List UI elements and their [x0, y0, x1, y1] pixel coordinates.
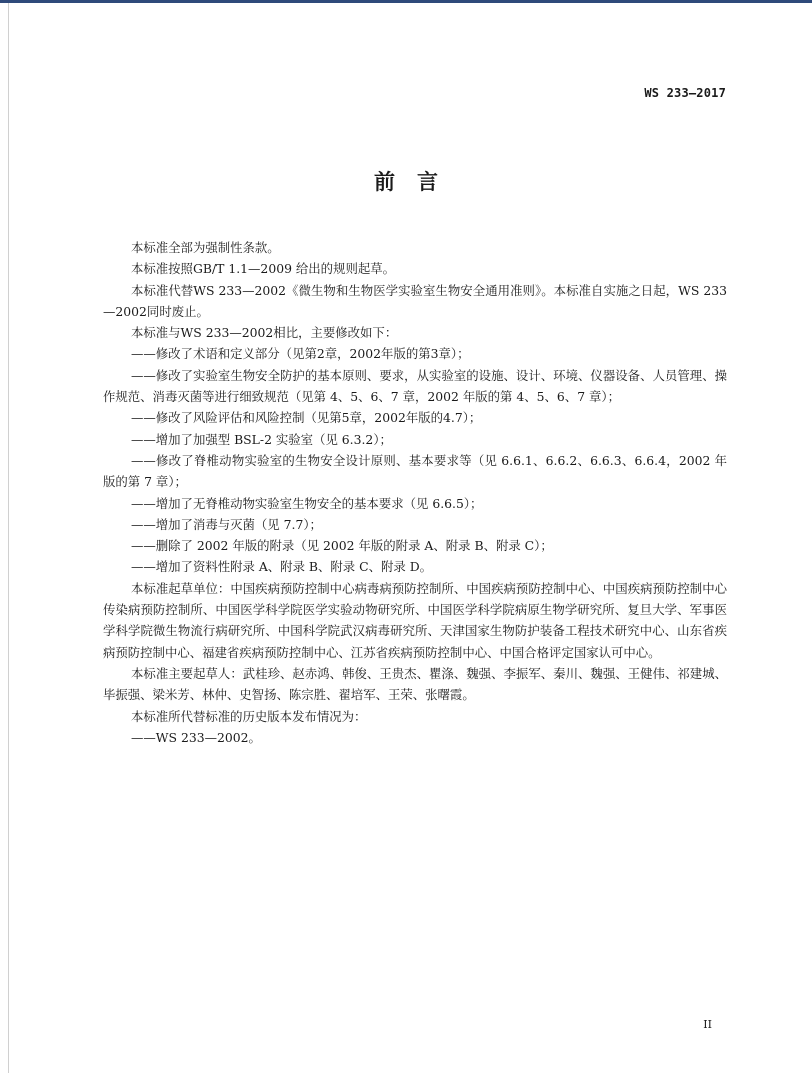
change-item: ——修改了术语和定义部分（见第2章，2002年版的第3章）； — [131, 346, 470, 362]
change-item: ——增加了资料性附录 A、附录 B、附录 C、附录 D。 — [131, 559, 433, 575]
change-item: ——修改了实验室生物安全防护的基本原则、要求，从实验室的设施、设计、环境、仪器设备、人员管理、操作规范、消毒灭菌等进行细致规范（见第 4、5、6、7 章，2002 年版的第 4、5、6、7 章）； — [103, 367, 727, 405]
paragraph-replaces: 本标准代替WS 233—2002《微生物和生物医学实验室生物安全通用准则》。本标准自实施之日起，WS 233—2002同时废止。 — [103, 282, 727, 319]
paragraph-history-intro: 本标准所代替标准的历史版本发布情况为： — [131, 708, 367, 724]
change-item: ——增加了无脊椎动物实验室生物安全的基本要求（见 6.6.5）； — [131, 495, 483, 511]
change-item: ——删除了 2002 年版的附录（见 2002 年版的附录 A、附录 B、附录 C）； — [131, 538, 553, 554]
page-number: II — [703, 1018, 712, 1031]
page-title: 前言 — [374, 170, 460, 194]
paragraph-drafting-units: 本标准起草单位：中国疾病预防控制中心病毒病预防控制所、中国疾病预防控制中心、中国疾病预防控制中心传染病预防控制所、中国医学科学院医学实验动物研究所、中国医学科学院病原生物学研究所、复旦大学、军事医学科学院微生物流行病研究所、中国科学院武汉病毒研究所、天津国家生物防护装备工程技术研究中心、山东省疾病预防控制中心、福建省疾病预防控制中心、江苏省疾病预防控制中心、中国合格评定国家认可中心。 — [103, 580, 727, 660]
paragraph-drafting-rules: 本标准按照GB/T 1.1—2009 给出的规则起草。 — [131, 261, 396, 277]
paragraph-drafters: 本标准主要起草人：武桂珍、赵赤鸿、韩俊、王贵杰、瞿涤、魏强、李振军、秦川、魏强、王健伟、祁建城、毕振强、梁米芳、林仲、史智扬、陈宗胜、翟培军、王荣、张曙霞。 — [103, 665, 727, 703]
change-item: ——修改了风险评估和风险控制（见第5章，2002年版的4.7）； — [131, 410, 482, 426]
history-item: ——WS 233—2002。 — [131, 729, 261, 745]
standard-number: WS 233—2017 — [644, 86, 726, 100]
change-item: ——修改了脊椎动物实验室的生物安全设计原则、基本要求等（见 6.6.1、6.6.2、6.6.3、6.6.4，2002 年版的第 7 章）； — [103, 452, 727, 490]
change-item: ——增加了消毒与灭菌（见 7.7）； — [131, 516, 322, 532]
paragraph-changes-intro: 本标准与WS 233—2002相比，主要修改如下： — [131, 325, 398, 341]
paragraph-mandatory: 本标准全部为强制性条款。 — [131, 240, 280, 255]
foreword-body — [103, 237, 727, 748]
change-item: ——增加了加强型 BSL-2 实验室（见 6.3.2）； — [131, 431, 392, 447]
